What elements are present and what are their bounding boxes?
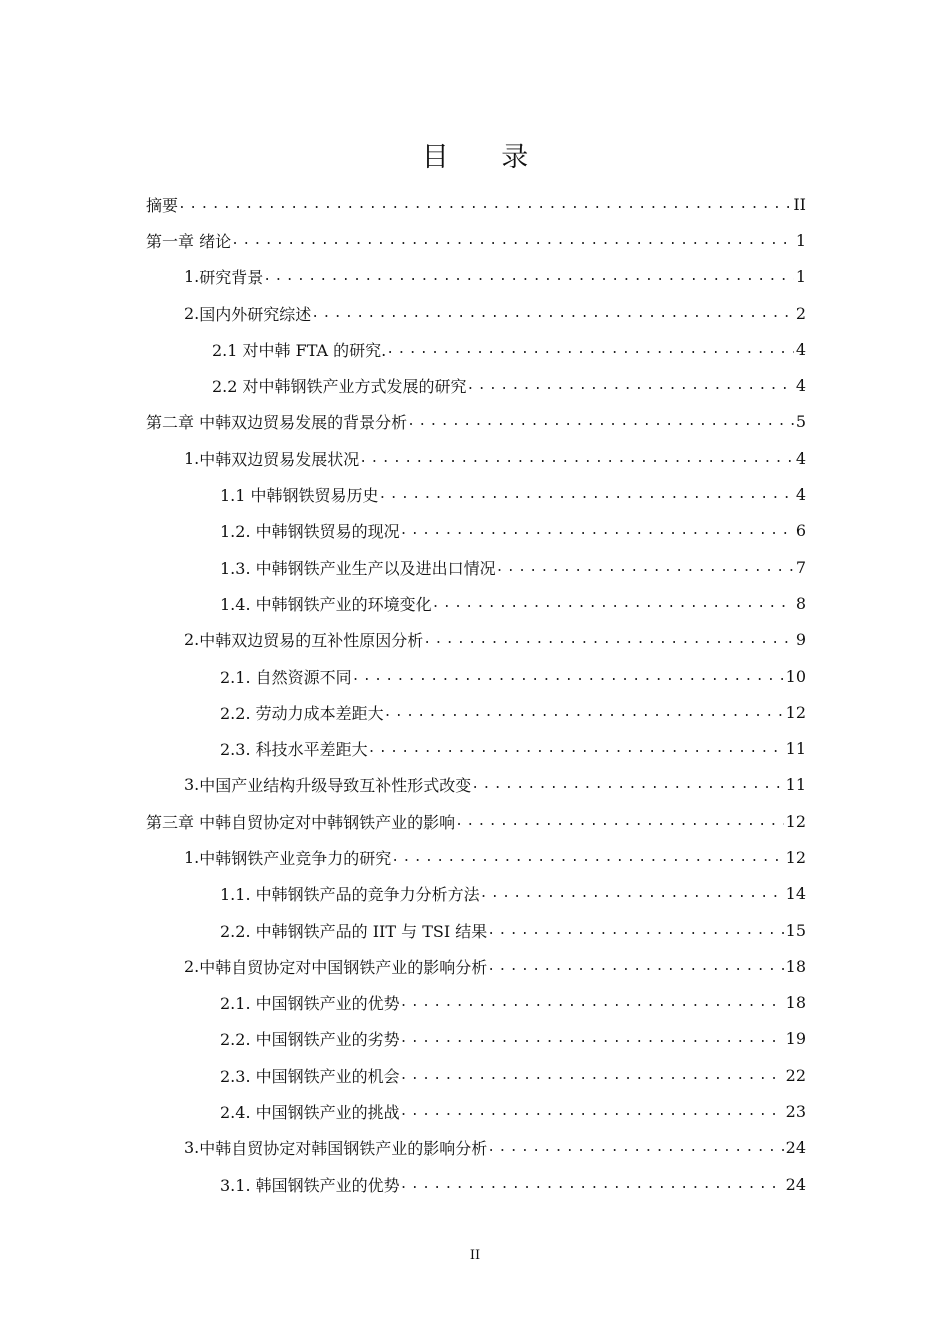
toc-entry-page: 14 [785, 884, 806, 904]
toc-entry-page: 19 [785, 1029, 806, 1049]
toc-entry[interactable] [146, 876, 806, 912]
toc-entry-page: 12 [785, 702, 806, 722]
toc-entry[interactable] [146, 730, 806, 766]
toc-entry-label: 2.1. 中国钢铁产业的优势 [220, 994, 400, 1014]
toc-entry[interactable] [146, 549, 806, 585]
toc-dot-leader [487, 959, 783, 974]
toc-entry[interactable] [146, 585, 806, 621]
toc-entry-label: 中韩自贸协定对中国钢铁产业的影响分析 [199, 957, 488, 977]
toc-entry[interactable] [146, 331, 806, 367]
toc-entry-page: 1 [795, 230, 806, 250]
toc-entry-label: 1.1. 中韩钢铁产品的竞争力分析方法 [220, 885, 480, 905]
toc-entry-label: 中韩钢铁产业竞争力的研究 [199, 848, 392, 868]
toc-dot-leader [391, 850, 783, 865]
toc-entry[interactable] [146, 259, 806, 295]
toc-entry-page: 12 [785, 811, 806, 831]
toc-entry-label: 研究背景 [199, 268, 264, 288]
toc-entry-label: 中国产业结构升级导致互补性形式改变 [199, 776, 472, 796]
toc-entry[interactable] [146, 440, 806, 476]
toc-entry-label: 1.3. 中韩钢铁产业生产以及进出口情况 [220, 558, 496, 578]
toc-entry-page: 24 [785, 1138, 806, 1158]
toc-dot-leader [384, 705, 784, 720]
toc-entry[interactable] [146, 912, 806, 948]
toc-entry-number: 3. [184, 1138, 200, 1158]
toc-dot-leader [379, 487, 794, 502]
toc-entry-page: 18 [785, 993, 806, 1013]
toc-entry-label: 第三章 中韩自贸协定对中韩钢铁产业的影响 [146, 812, 456, 832]
toc-entry[interactable] [146, 694, 806, 730]
toc-entry-page: 6 [795, 521, 806, 541]
toc-entry-number: 3. [184, 775, 200, 795]
toc-entry-label: 2.2. 中韩钢铁产品的 IIT 与 TSI 结果 [220, 921, 488, 941]
toc-entry-label: 2.3. 科技水平差距大 [220, 740, 368, 760]
toc-dot-leader [487, 923, 783, 938]
toc-entry[interactable] [146, 767, 806, 803]
toc-entry[interactable] [146, 404, 806, 440]
toc-entry-number: 1. [184, 448, 200, 468]
toc-dot-leader [400, 1104, 784, 1119]
toc-entry-number: 2. [184, 630, 200, 650]
toc-dot-leader [455, 814, 784, 829]
toc-dot-leader [178, 197, 791, 212]
toc-dot-leader [359, 451, 794, 466]
toc-dot-leader [400, 1068, 784, 1083]
toc-entry-label: 1.4. 中韩钢铁产业的环境变化 [220, 594, 432, 614]
toc-entry-page: 12 [785, 847, 806, 867]
toc-entry-page: 15 [785, 920, 806, 940]
toc-entry[interactable] [146, 948, 806, 984]
toc-dot-leader [480, 886, 784, 901]
toc-entry-label: 第一章 绪论 [146, 231, 232, 251]
toc-entry-page: 11 [785, 739, 806, 759]
toc-entry-label: 2.2. 中国钢铁产业的劣势 [220, 1030, 400, 1050]
toc-entry-label: 国内外研究综述 [199, 304, 312, 324]
toc-entry-number: 1. [184, 847, 200, 867]
toc-entry[interactable] [146, 367, 806, 403]
toc-entry-label: 1.1 中韩钢铁贸易历史 [220, 486, 379, 506]
toc-entry[interactable] [146, 839, 806, 875]
page-number: II [469, 1248, 481, 1263]
toc-dot-leader [311, 306, 794, 321]
toc-entry[interactable] [146, 186, 806, 222]
toc-entry-page: 22 [785, 1065, 806, 1085]
toc-entry-page: 4 [795, 339, 806, 359]
toc-entry-label: 中韩双边贸易发展状况 [199, 449, 360, 469]
toc-dot-leader [471, 777, 783, 792]
toc-entry[interactable] [146, 658, 806, 694]
toc-entry[interactable] [146, 1166, 806, 1202]
toc-entry-label: 2.1. 自然资源不同 [220, 667, 352, 687]
toc-entry-page: 4 [795, 485, 806, 505]
toc-entry-page: 10 [785, 666, 806, 686]
toc-entry-number: 2. [184, 956, 200, 976]
toc-entry-number: 2. [184, 303, 200, 323]
toc-entry-label: 第二章 中韩双边贸易发展的背景分析 [146, 413, 408, 433]
toc-dot-leader [352, 669, 784, 684]
toc-entry-label: 中韩双边贸易的互补性原因分析 [199, 631, 424, 651]
toc-entry-page: 5 [795, 412, 806, 432]
toc-entry[interactable] [146, 222, 806, 258]
toc-dot-leader [487, 1140, 783, 1155]
toc-entry-page: 23 [785, 1102, 806, 1122]
toc-entry[interactable] [146, 1093, 806, 1129]
toc-entry-page: 7 [795, 557, 806, 577]
toc-entry-label: 摘要 [146, 195, 179, 215]
toc-entry-page: 24 [785, 1174, 806, 1194]
toc-entry[interactable] [146, 513, 806, 549]
toc-dot-leader [496, 560, 794, 575]
toc-entry-label: 3.1. 韩国钢铁产业的优势 [220, 1175, 400, 1195]
toc-entry-label: 2.3. 中国钢铁产业的机会 [220, 1066, 400, 1086]
toc-dot-leader [231, 233, 794, 248]
toc-entry-page: II [793, 194, 806, 214]
toc-entry-label: 2.1 对中韩 FTA 的研究. [212, 340, 387, 360]
toc-entry[interactable] [146, 295, 806, 331]
toc-entry-page: 8 [795, 593, 806, 613]
toc-title: 目 录 [421, 142, 551, 173]
table-of-contents [146, 186, 806, 1202]
toc-dot-leader [368, 741, 784, 756]
toc-entry[interactable] [146, 476, 806, 512]
toc-dot-leader [386, 342, 794, 357]
toc-entry-page: 2 [795, 303, 806, 323]
toc-entry-page: 9 [795, 630, 806, 650]
toc-entry-number: 1. [184, 267, 200, 287]
toc-dot-leader [423, 632, 794, 647]
toc-entry-page: 11 [785, 775, 806, 795]
toc-entry-page: 4 [795, 448, 806, 468]
toc-entry-page: 18 [785, 956, 806, 976]
toc-entry-label: 2.4. 中国钢铁产业的挑战 [220, 1103, 400, 1123]
toc-dot-leader [407, 414, 794, 429]
toc-dot-leader [263, 269, 794, 284]
toc-dot-leader [400, 995, 784, 1010]
toc-entry-label: 2.2. 劳动力成本差距大 [220, 703, 384, 723]
toc-dot-leader [400, 523, 794, 538]
toc-entry-page: 4 [795, 376, 806, 396]
toc-entry[interactable] [146, 622, 806, 658]
toc-entry[interactable] [146, 985, 806, 1021]
toc-entry[interactable] [146, 803, 806, 839]
toc-entry-label: 1.2. 中韩钢铁贸易的现况 [220, 522, 400, 542]
toc-dot-leader [432, 596, 794, 611]
toc-dot-leader [400, 1031, 784, 1046]
toc-dot-leader [400, 1177, 784, 1192]
toc-entry-page: 1 [795, 267, 806, 287]
toc-entry[interactable] [146, 1057, 806, 1093]
toc-entry-label: 中韩自贸协定对韩国钢铁产业的影响分析 [199, 1139, 488, 1159]
toc-entry[interactable] [146, 1130, 806, 1166]
toc-entry[interactable] [146, 1021, 806, 1057]
toc-dot-leader [467, 378, 794, 393]
toc-entry-label: 2.2 对中韩钢铁产业方式发展的研究 [212, 377, 467, 397]
